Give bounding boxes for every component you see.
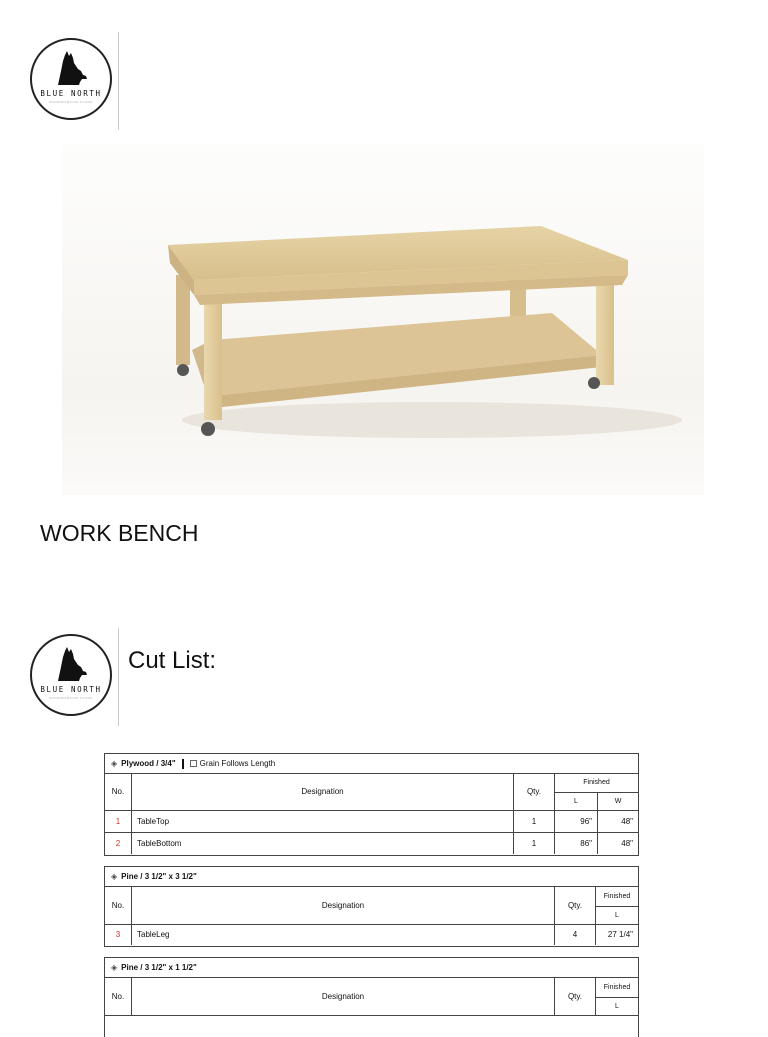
- row-qty: 1: [514, 832, 555, 854]
- brand-logo: [26, 32, 119, 130]
- col-finished: Finished: [555, 774, 639, 792]
- workbench-illustration: [62, 145, 704, 495]
- grain-note: Grain Follows Length: [199, 759, 276, 768]
- row-no: 1: [105, 810, 132, 832]
- cut-table: [105, 978, 638, 1016]
- material-header: [105, 958, 638, 978]
- col-designation: Designation: [132, 774, 514, 810]
- table-row: [105, 924, 638, 945]
- logo-badge: [30, 634, 112, 716]
- cut-table: [105, 887, 638, 945]
- row-length: 27 1/4": [596, 924, 639, 945]
- col-qty: Qty.: [555, 978, 596, 1015]
- logo-tagline: WOODWORKING PLANS: [49, 100, 93, 104]
- row-qty: 1: [514, 810, 555, 832]
- col-no: No.: [105, 774, 132, 810]
- row-no: 3: [105, 924, 132, 945]
- divider: [182, 759, 184, 769]
- workbench-render: [62, 145, 704, 495]
- material-name: Plywood / 3/4": [121, 759, 176, 768]
- row-width: 48": [598, 810, 639, 832]
- material-table-pine-legs: [104, 866, 639, 947]
- material-stack-icon: ◈: [111, 963, 118, 972]
- col-length: L: [596, 997, 639, 1015]
- grain-icon: [190, 760, 197, 767]
- table-row: [105, 832, 638, 854]
- material-stack-icon: ◈: [111, 759, 118, 768]
- wolf-icon: [52, 49, 92, 87]
- row-width: 48": [598, 832, 639, 854]
- cut-list-heading: Cut List:: [128, 647, 217, 674]
- brand-logo-cutlist: [26, 628, 119, 726]
- logo-tagline: WOODWORKING PLANS: [49, 696, 93, 700]
- col-designation: Designation: [132, 978, 555, 1015]
- project-title: WORK BENCH: [40, 520, 199, 546]
- col-finished: Finished: [596, 978, 639, 997]
- material-header: [105, 754, 638, 774]
- col-width: W: [598, 792, 639, 810]
- row-no: 2: [105, 832, 132, 854]
- material-stack-icon: ◈: [111, 872, 118, 881]
- logo-wordmark: BLUE NORTH: [40, 89, 102, 98]
- cut-table: [105, 774, 638, 854]
- logo-wordmark: BLUE NORTH: [40, 685, 102, 694]
- row-designation: TableBottom: [132, 832, 514, 854]
- col-no: No.: [105, 978, 132, 1015]
- logo-badge: [30, 38, 112, 120]
- material-table-plywood: [104, 753, 639, 856]
- material-header: [105, 867, 638, 887]
- row-designation: TableTop: [132, 810, 514, 832]
- row-qty: 4: [555, 924, 596, 945]
- material-name: Pine / 3 1/2" x 1 1/2": [121, 963, 197, 972]
- col-no: No.: [105, 887, 132, 924]
- col-designation: Designation: [132, 887, 555, 924]
- row-designation: TableLeg: [132, 924, 555, 945]
- col-qty: Qty.: [555, 887, 596, 924]
- material-table-pine-rails: [104, 957, 639, 1037]
- col-qty: Qty.: [514, 774, 555, 810]
- col-finished: Finished: [596, 887, 639, 906]
- row-length: 86": [555, 832, 598, 854]
- table-row: [105, 810, 638, 832]
- material-name: Pine / 3 1/2" x 3 1/2": [121, 872, 197, 881]
- row-length: 96": [555, 810, 598, 832]
- col-length: L: [555, 792, 598, 810]
- wolf-icon: [52, 645, 92, 683]
- col-length: L: [596, 906, 639, 924]
